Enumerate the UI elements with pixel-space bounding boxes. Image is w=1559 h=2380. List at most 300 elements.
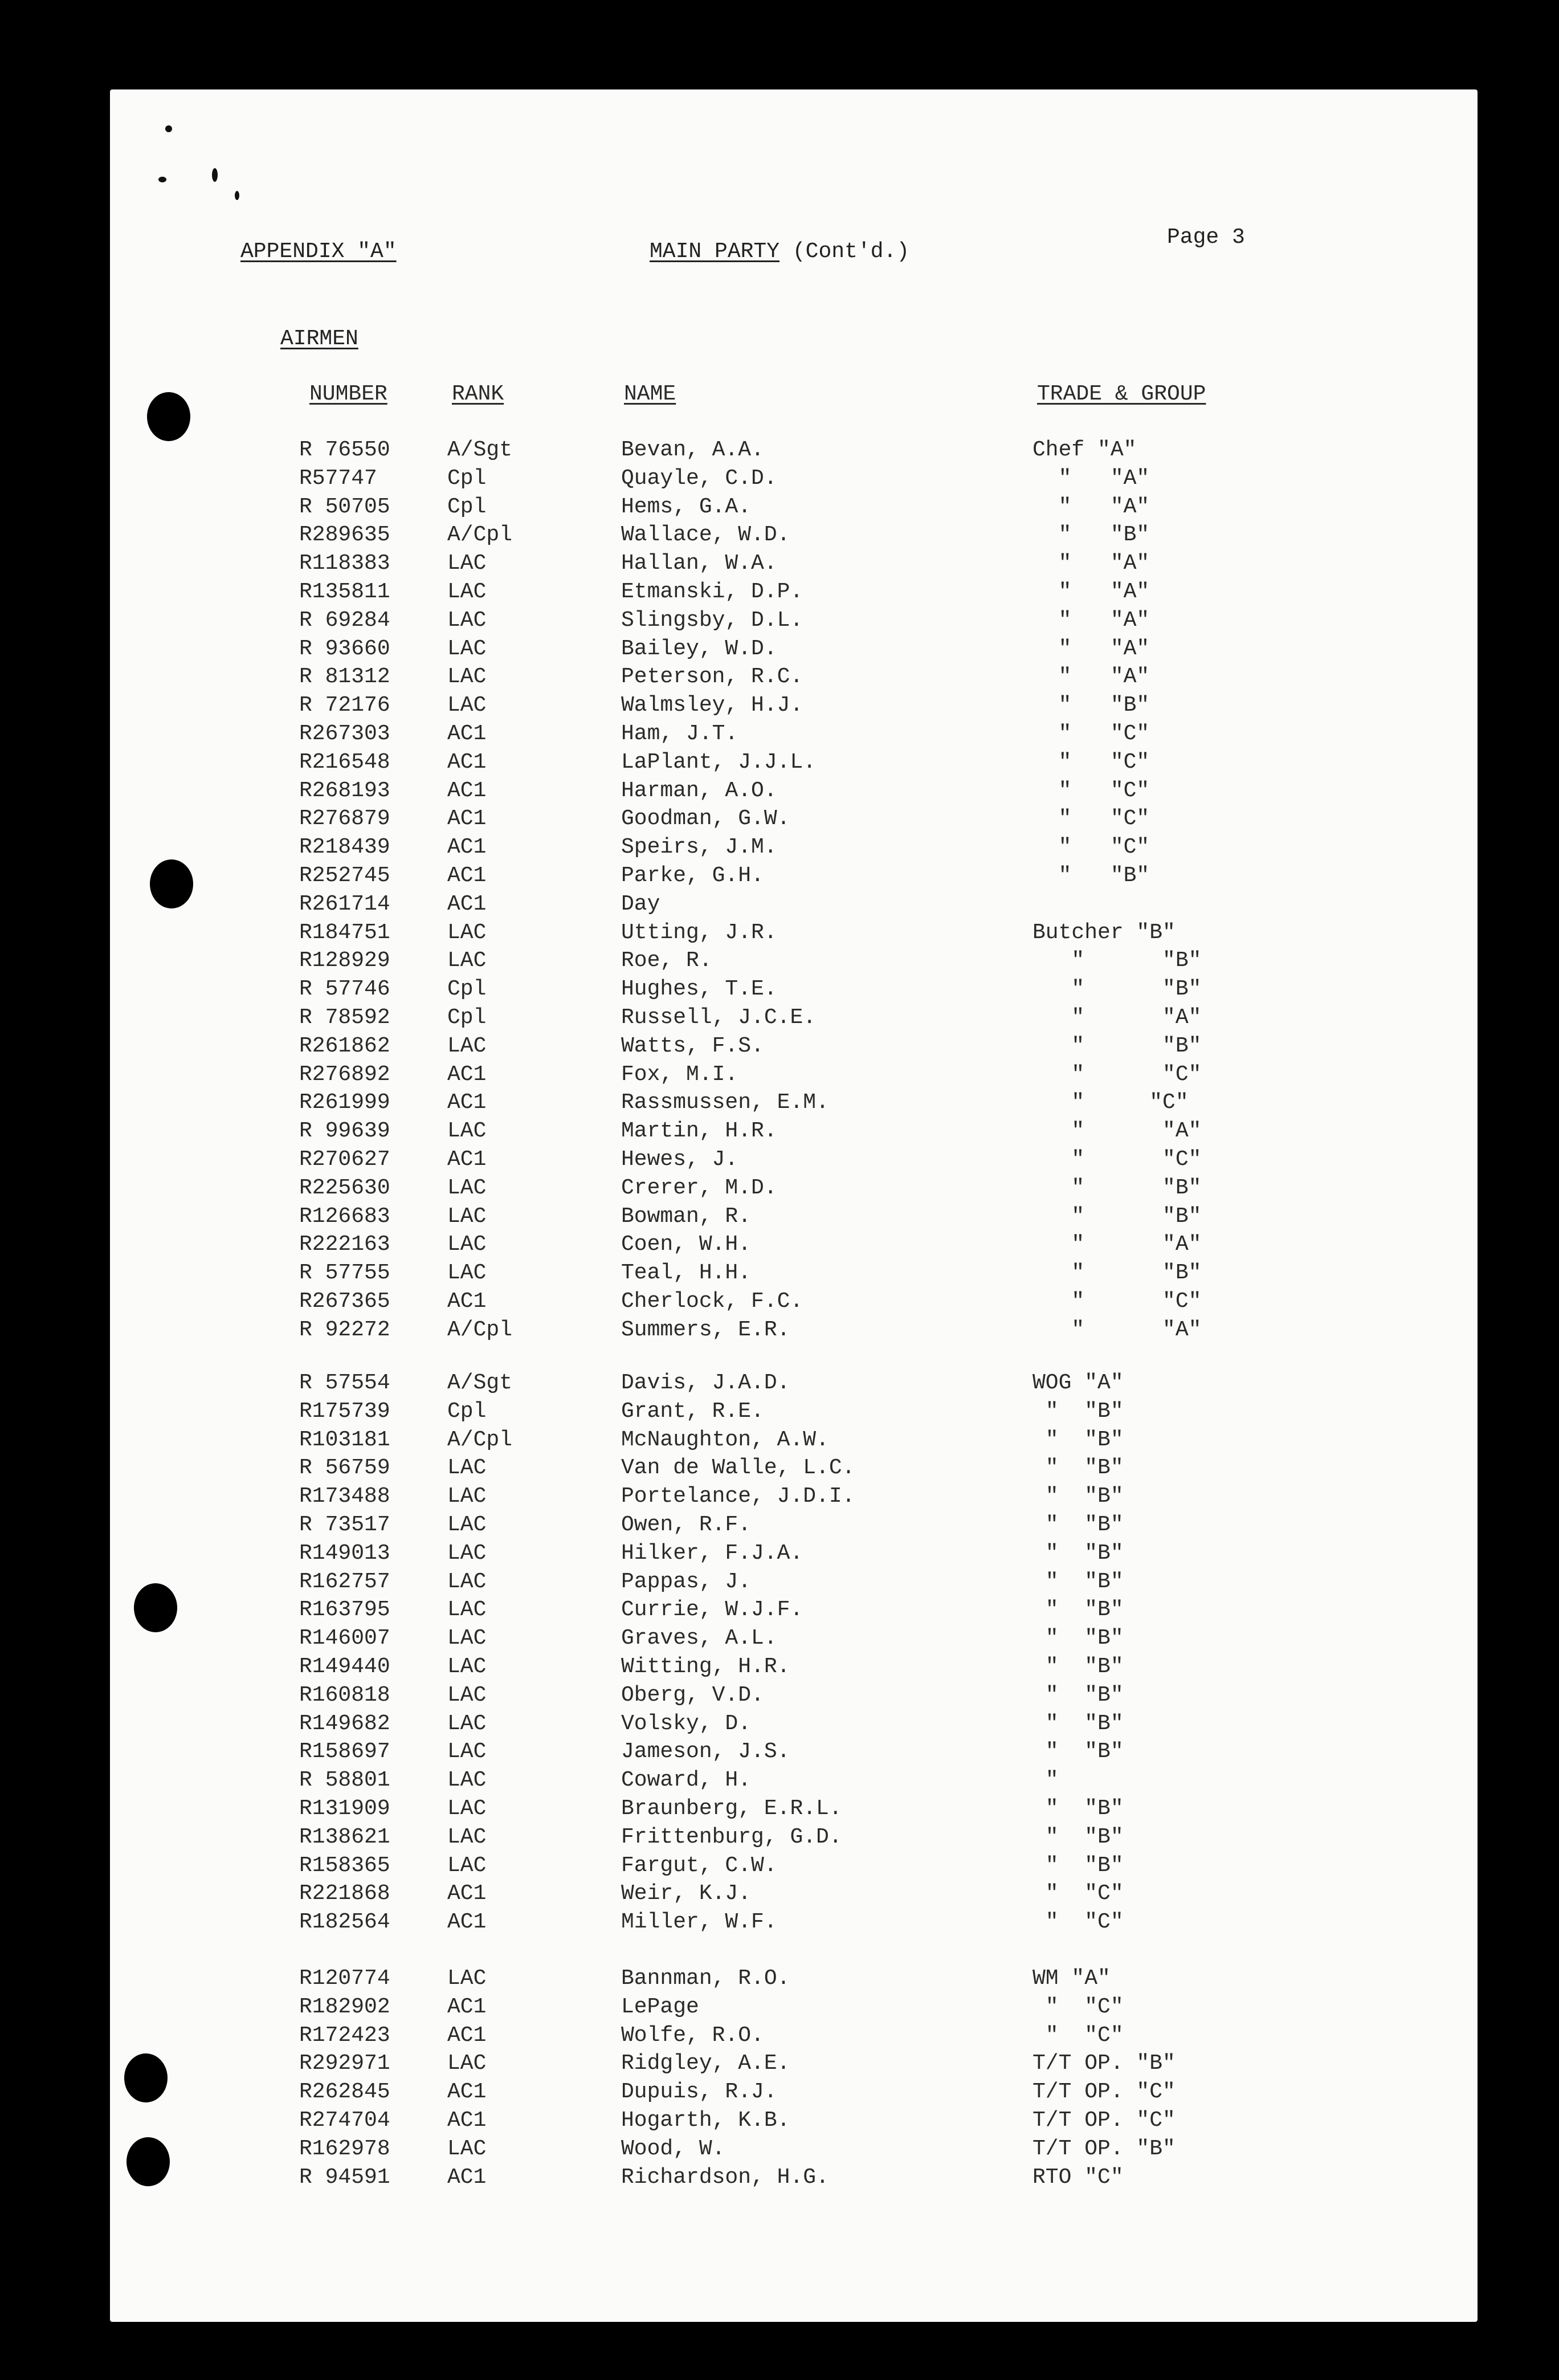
airman-trade-group: " "A" — [1032, 665, 1150, 689]
airman-rank: AC1 — [447, 2165, 487, 2190]
table-row — [0, 1626, 1559, 1654]
table-row — [0, 1966, 1559, 1995]
airman-trade-group: " "B" — [1032, 1541, 1124, 1566]
column-header-rank: RANK — [452, 382, 504, 406]
table-row — [0, 1570, 1559, 1598]
airman-rank: AC1 — [447, 1090, 487, 1115]
airman-rank: A/Cpl — [447, 1428, 513, 1452]
airman-trade-group: Chef "A" — [1032, 438, 1137, 462]
table-row — [0, 1739, 1559, 1768]
airman-rank: AC1 — [447, 892, 487, 916]
airman-number: R 69284 — [299, 608, 390, 633]
airman-trade-group: " "B" — [1032, 1399, 1124, 1424]
airman-number: R 81312 — [299, 665, 390, 689]
airman-name: Martin, H.R. — [621, 1119, 777, 1143]
table-row — [0, 806, 1559, 835]
airman-name: Davis, J.A.D. — [621, 1371, 790, 1395]
ink-speck — [158, 177, 166, 182]
airman-rank: AC1 — [447, 806, 487, 831]
airman-name: Pappas, J. — [621, 1570, 752, 1594]
airman-name: Jameson, J.S. — [621, 1739, 790, 1764]
airman-name: Coen, W.H. — [621, 1232, 752, 1257]
column-header-trade-group: TRADE & GROUP — [1037, 382, 1206, 406]
airman-name: Braunberg, E.R.L. — [621, 1796, 842, 1821]
airman-trade-group: " "A" — [1032, 608, 1150, 633]
airman-name: Dupuis, R.J. — [621, 2080, 777, 2104]
table-row — [0, 1683, 1559, 1711]
airman-trade-group: Butcher "B" — [1032, 920, 1176, 945]
ink-speck — [212, 168, 218, 182]
airman-number: R 57746 — [299, 977, 390, 1001]
table-row — [0, 1034, 1559, 1062]
airman-number: R149440 — [299, 1654, 390, 1679]
airman-name: Etmanski, D.P. — [621, 580, 803, 604]
appendix-label: APPENDIX "A" — [240, 239, 397, 264]
airman-rank: LAC — [447, 1232, 487, 1257]
airman-name: Wallace, W.D. — [621, 523, 790, 547]
airman-number: R 92272 — [299, 1318, 390, 1342]
airman-trade-group: " "B" — [1032, 1853, 1124, 1878]
table-row — [0, 1119, 1559, 1147]
table-row — [0, 1062, 1559, 1091]
airman-rank: LAC — [447, 1654, 487, 1679]
airman-name: Bowman, R. — [621, 1204, 752, 1229]
ink-speck — [235, 191, 239, 200]
airman-trade-group: T/T OP. "C" — [1032, 2108, 1176, 2133]
airman-rank: A/Cpl — [447, 523, 513, 547]
table-row — [0, 2080, 1559, 2108]
table-row — [0, 580, 1559, 608]
table-row — [0, 2137, 1559, 2165]
airman-number: R149682 — [299, 1711, 390, 1736]
airman-rank: LAC — [447, 1711, 487, 1736]
airman-number: R118383 — [299, 551, 390, 576]
airman-name: Utting, J.R. — [621, 920, 777, 945]
table-row — [0, 1995, 1559, 2023]
airman-name: Cherlock, F.C. — [621, 1289, 803, 1314]
airman-number: R292971 — [299, 2051, 390, 2076]
airman-number: R270627 — [299, 1147, 390, 1172]
airman-trade-group: " "A" — [1032, 637, 1150, 661]
table-row — [0, 1090, 1559, 1119]
airman-number: R267365 — [299, 1289, 390, 1314]
airman-trade-group: " "B" — [1032, 948, 1202, 973]
table-row — [0, 2051, 1559, 2080]
table-row — [0, 722, 1559, 750]
airman-name: Hilker, F.J.A. — [621, 1541, 803, 1566]
airman-trade-group: " "B" — [1032, 1513, 1124, 1537]
airman-trade-group: " "B" — [1032, 863, 1150, 888]
airman-number: R 58801 — [299, 1768, 390, 1792]
airman-number: R120774 — [299, 1966, 390, 1991]
table-row — [0, 1484, 1559, 1513]
table-row — [0, 1541, 1559, 1570]
airman-name: LePage — [621, 1995, 699, 2019]
airman-name: LaPlant, J.J.L. — [621, 750, 817, 775]
airman-trade-group: " "B" — [1032, 1739, 1124, 1764]
airman-name: Harman, A.O. — [621, 779, 777, 803]
airman-trade-group: " "B" — [1032, 977, 1202, 1001]
airman-rank: LAC — [447, 1683, 487, 1707]
airman-trade-group: " "B" — [1032, 1796, 1124, 1821]
airman-name: Crerer, M.D. — [621, 1176, 777, 1200]
airman-name: Wolfe, R.O. — [621, 2023, 764, 2048]
airman-rank: AC1 — [447, 1910, 487, 1934]
airman-number: R103181 — [299, 1428, 390, 1452]
airman-trade-group: " — [1032, 1768, 1059, 1792]
airman-number: R 94591 — [299, 2165, 390, 2190]
airman-rank: LAC — [447, 1456, 487, 1480]
table-row — [0, 1768, 1559, 1796]
airman-rank: AC1 — [447, 1147, 487, 1172]
airman-name: Fargut, C.W. — [621, 1853, 777, 1878]
table-row — [0, 551, 1559, 580]
airman-name: Roe, R. — [621, 948, 712, 973]
table-row — [0, 1428, 1559, 1456]
ink-speck — [165, 125, 172, 132]
airman-trade-group: T/T OP. "B" — [1032, 2137, 1176, 2161]
table-row — [0, 1910, 1559, 1938]
airman-rank: Cpl — [447, 466, 487, 491]
table-row — [0, 1232, 1559, 1261]
table-row — [0, 1456, 1559, 1484]
table-row — [0, 1597, 1559, 1626]
airman-rank: LAC — [447, 1825, 487, 1849]
airman-trade-group: " "C" — [1032, 1090, 1189, 1115]
airman-rank: Cpl — [447, 1399, 487, 1424]
table-row — [0, 1261, 1559, 1289]
airman-name: Oberg, V.D. — [621, 1683, 764, 1707]
table-row — [0, 920, 1559, 949]
airman-rank: A/Sgt — [447, 1371, 513, 1395]
airman-number: R131909 — [299, 1796, 390, 1821]
table-row — [0, 665, 1559, 693]
airman-number: R252745 — [299, 863, 390, 888]
airman-name: Walmsley, H.J. — [621, 693, 803, 718]
airman-name: Graves, A.L. — [621, 1626, 777, 1650]
airman-rank: LAC — [447, 1796, 487, 1821]
airman-number: R 78592 — [299, 1005, 390, 1030]
airman-rank: LAC — [447, 1119, 487, 1143]
airman-number: R126683 — [299, 1204, 390, 1229]
airman-rank: LAC — [447, 1204, 487, 1229]
airman-trade-group: " "C" — [1032, 1062, 1202, 1087]
airman-rank: AC1 — [447, 779, 487, 803]
table-row — [0, 1796, 1559, 1825]
airman-trade-group: " "B" — [1032, 1204, 1202, 1229]
airman-name: Slingsby, D.L. — [621, 608, 803, 633]
airman-number: R138621 — [299, 1825, 390, 1849]
airman-rank: A/Sgt — [447, 438, 513, 462]
table-row — [0, 466, 1559, 495]
airman-rank: LAC — [447, 2051, 487, 2076]
airman-number: R 50705 — [299, 495, 390, 519]
airman-number: R158697 — [299, 1739, 390, 1764]
airman-rank: LAC — [447, 1484, 487, 1509]
airman-rank: Cpl — [447, 977, 487, 1001]
airman-name: Parke, G.H. — [621, 863, 764, 888]
airman-name: Hughes, T.E. — [621, 977, 777, 1001]
airman-rank: LAC — [447, 551, 487, 576]
column-header-row — [0, 382, 1559, 410]
airman-number: R267303 — [299, 722, 390, 746]
airman-trade-group: RTO "C" — [1032, 2165, 1124, 2190]
airman-name: Witting, H.R. — [621, 1654, 790, 1679]
airman-name: Russell, J.C.E. — [621, 1005, 817, 1030]
airman-name: Hogarth, K.B. — [621, 2108, 790, 2133]
table-row — [0, 1513, 1559, 1541]
airman-rank: AC1 — [447, 1062, 487, 1087]
airman-trade-group: " "A" — [1032, 580, 1150, 604]
airman-number: R146007 — [299, 1626, 390, 1650]
airman-rank: LAC — [447, 580, 487, 604]
table-row — [0, 1853, 1559, 1882]
airman-number: R163795 — [299, 1597, 390, 1622]
airman-trade-group: " "B" — [1032, 1683, 1124, 1707]
airman-number: R 57554 — [299, 1371, 390, 1395]
page-number: Page 3 — [1167, 225, 1245, 250]
airman-rank: AC1 — [447, 2023, 487, 2048]
airman-name: Rassmussen, E.M. — [621, 1090, 829, 1115]
airman-trade-group: WM "A" — [1032, 1966, 1111, 1991]
airman-name: Grant, R.E. — [621, 1399, 764, 1424]
airman-name: Watts, F.S. — [621, 1034, 764, 1058]
airman-name: Teal, H.H. — [621, 1261, 752, 1285]
airman-rank: AC1 — [447, 2108, 487, 2133]
airman-number: R149013 — [299, 1541, 390, 1566]
airman-name: McNaughton, A.W. — [621, 1428, 829, 1452]
table-row — [0, 495, 1559, 523]
airman-name: Hems, G.A. — [621, 495, 752, 519]
table-row — [0, 1371, 1559, 1399]
airman-rank: AC1 — [447, 2080, 487, 2104]
airman-number: R 76550 — [299, 438, 390, 462]
airman-trade-group: T/T OP. "C" — [1032, 2080, 1176, 2104]
airman-name: Summers, E.R. — [621, 1318, 790, 1342]
table-row — [0, 1289, 1559, 1318]
airman-name: Bannman, R.O. — [621, 1966, 790, 1991]
table-row — [0, 1318, 1559, 1346]
airman-rank: LAC — [447, 1034, 487, 1058]
title-main: MAIN PARTY — [650, 239, 780, 264]
airman-name: Goodman, G.W. — [621, 806, 790, 831]
airman-number: R 72176 — [299, 693, 390, 718]
airman-number: R225630 — [299, 1176, 390, 1200]
airman-name: Bailey, W.D. — [621, 637, 777, 661]
table-row — [0, 948, 1559, 977]
table-row — [0, 1825, 1559, 1853]
airman-trade-group: " "B" — [1032, 1034, 1202, 1058]
airman-rank: AC1 — [447, 835, 487, 859]
table-row — [0, 977, 1559, 1005]
airman-trade-group: " "B" — [1032, 1711, 1124, 1736]
airman-rank: Cpl — [447, 1005, 487, 1030]
airman-rank: LAC — [447, 1570, 487, 1594]
table-row — [0, 892, 1559, 920]
airman-name: Owen, R.F. — [621, 1513, 752, 1537]
airman-trade-group: " "B" — [1032, 1176, 1202, 1200]
airman-number: R 93660 — [299, 637, 390, 661]
airman-rank: LAC — [447, 920, 487, 945]
airman-name: Coward, H. — [621, 1768, 752, 1792]
airman-trade-group: " "C" — [1032, 1910, 1124, 1934]
airman-rank: Cpl — [447, 495, 487, 519]
airman-trade-group: " "A" — [1032, 1005, 1202, 1030]
airman-trade-group: " "C" — [1032, 806, 1150, 831]
airman-number: R172423 — [299, 2023, 390, 2048]
airman-trade-group: " "B" — [1032, 523, 1150, 547]
airman-number: R268193 — [299, 779, 390, 803]
airman-rank: LAC — [447, 1513, 487, 1537]
airman-name: Bevan, A.A. — [621, 438, 764, 462]
airman-name: Ridgley, A.E. — [621, 2051, 790, 2076]
airman-number: R 99639 — [299, 1119, 390, 1143]
table-row — [0, 1005, 1559, 1034]
airman-name: Weir, K.J. — [621, 1881, 752, 1906]
airman-number: R 57755 — [299, 1261, 390, 1285]
table-row — [0, 1399, 1559, 1428]
airman-name: Frittenburg, G.D. — [621, 1825, 842, 1849]
airman-trade-group: " "B" — [1032, 1597, 1124, 1622]
airman-number: R222163 — [299, 1232, 390, 1257]
airman-number: R158365 — [299, 1853, 390, 1878]
airman-name: Currie, W.J.F. — [621, 1597, 803, 1622]
airman-trade-group: " "C" — [1032, 1881, 1124, 1906]
table-row — [0, 2165, 1559, 2194]
table-row — [0, 2108, 1559, 2137]
airman-number: R128929 — [299, 948, 390, 973]
airman-rank: LAC — [447, 1768, 487, 1792]
airman-trade-group: " "A" — [1032, 466, 1150, 491]
airman-trade-group: " "C" — [1032, 1995, 1124, 2019]
airman-number: R175739 — [299, 1399, 390, 1424]
table-row — [0, 637, 1559, 665]
airman-trade-group: " "C" — [1032, 1289, 1202, 1314]
airman-rank: LAC — [447, 1853, 487, 1878]
airman-rank: LAC — [447, 1739, 487, 1764]
airman-trade-group: " "B" — [1032, 1261, 1202, 1285]
airman-number: R289635 — [299, 523, 390, 547]
airman-trade-group: " "C" — [1032, 750, 1150, 775]
airman-rank: LAC — [447, 1597, 487, 1622]
column-header-name: NAME — [624, 382, 676, 406]
airman-number: R221868 — [299, 1881, 390, 1906]
airman-number: R261714 — [299, 892, 390, 916]
airman-number: R182902 — [299, 1995, 390, 2019]
table-row — [0, 779, 1559, 807]
airman-name: Volsky, D. — [621, 1711, 752, 1736]
airman-name: Hewes, J. — [621, 1147, 738, 1172]
airman-rank: LAC — [447, 693, 487, 718]
table-row — [0, 835, 1559, 863]
airman-rank: AC1 — [447, 1881, 487, 1906]
table-row — [0, 750, 1559, 779]
airman-trade-group: " "B" — [1032, 1825, 1124, 1849]
airman-rank: AC1 — [447, 1289, 487, 1314]
table-row — [0, 2023, 1559, 2052]
airman-number: R 73517 — [299, 1513, 390, 1537]
column-header-number: NUMBER — [309, 382, 387, 406]
airman-name: Miller, W.F. — [621, 1910, 777, 1934]
airman-rank: LAC — [447, 665, 487, 689]
airman-trade-group: " "C" — [1032, 722, 1150, 746]
airman-number: R135811 — [299, 580, 390, 604]
airman-number: R262845 — [299, 2080, 390, 2104]
airman-rank: AC1 — [447, 1995, 487, 2019]
table-row — [0, 1711, 1559, 1740]
airman-rank: AC1 — [447, 863, 487, 888]
airman-rank: LAC — [447, 1966, 487, 1991]
airman-rank: LAC — [447, 1541, 487, 1566]
airman-name: Wood, W. — [621, 2137, 725, 2161]
airman-trade-group: " "C" — [1032, 835, 1150, 859]
airman-number: R160818 — [299, 1683, 390, 1707]
airman-trade-group: " "A" — [1032, 495, 1150, 519]
table-row — [0, 1204, 1559, 1233]
airman-number: R276892 — [299, 1062, 390, 1087]
title-suffix: (Cont'd.) — [792, 239, 910, 264]
airman-name: Portelance, J.D.I. — [621, 1484, 855, 1509]
airman-number: R184751 — [299, 920, 390, 945]
airman-trade-group: " "B" — [1032, 1654, 1124, 1679]
airman-rank: LAC — [447, 1626, 487, 1650]
airman-number: R 56759 — [299, 1456, 390, 1480]
airman-trade-group: " "A" — [1032, 1232, 1202, 1257]
airman-number: R261862 — [299, 1034, 390, 1058]
airman-name: Peterson, R.C. — [621, 665, 803, 689]
airman-rank: AC1 — [447, 750, 487, 775]
airman-number: R162757 — [299, 1570, 390, 1594]
airman-name: Quayle, C.D. — [621, 466, 777, 491]
airman-number: R57747 — [299, 466, 377, 491]
airman-rank: AC1 — [447, 722, 487, 746]
airman-name: Day — [621, 892, 660, 916]
airman-trade-group: " "B" — [1032, 1428, 1124, 1452]
airman-name: Fox, M.I. — [621, 1062, 738, 1087]
airman-trade-group: " "B" — [1032, 693, 1150, 718]
airman-rank: LAC — [447, 608, 487, 633]
airman-number: R261999 — [299, 1090, 390, 1115]
airman-rank: A/Cpl — [447, 1318, 513, 1342]
airman-trade-group: " "B" — [1032, 1626, 1124, 1650]
airman-trade-group: WOG "A" — [1032, 1371, 1124, 1395]
airman-trade-group: " "B" — [1032, 1570, 1124, 1594]
airman-rank: LAC — [447, 637, 487, 661]
airman-name: Speirs, J.M. — [621, 835, 777, 859]
airman-number: R276879 — [299, 806, 390, 831]
airman-trade-group: " "A" — [1032, 1318, 1202, 1342]
airman-trade-group: " "A" — [1032, 1119, 1202, 1143]
table-row — [0, 1176, 1559, 1204]
airman-rank: LAC — [447, 1176, 487, 1200]
airman-number: R182564 — [299, 1910, 390, 1934]
airman-trade-group: " "C" — [1032, 1147, 1202, 1172]
airman-trade-group: " "C" — [1032, 779, 1150, 803]
table-row — [0, 523, 1559, 551]
table-row — [0, 1147, 1559, 1176]
airman-name: Richardson, H.G. — [621, 2165, 829, 2190]
table-row — [0, 1881, 1559, 1910]
airman-rank: LAC — [447, 948, 487, 973]
airman-number: R173488 — [299, 1484, 390, 1509]
airman-number: R162978 — [299, 2137, 390, 2161]
table-row — [0, 438, 1559, 466]
airman-rank: LAC — [447, 2137, 487, 2161]
airman-trade-group: " "C" — [1032, 2023, 1124, 2048]
airman-name: Ham, J.T. — [621, 722, 738, 746]
table-row — [0, 1654, 1559, 1683]
airman-trade-group: " "B" — [1032, 1456, 1124, 1480]
